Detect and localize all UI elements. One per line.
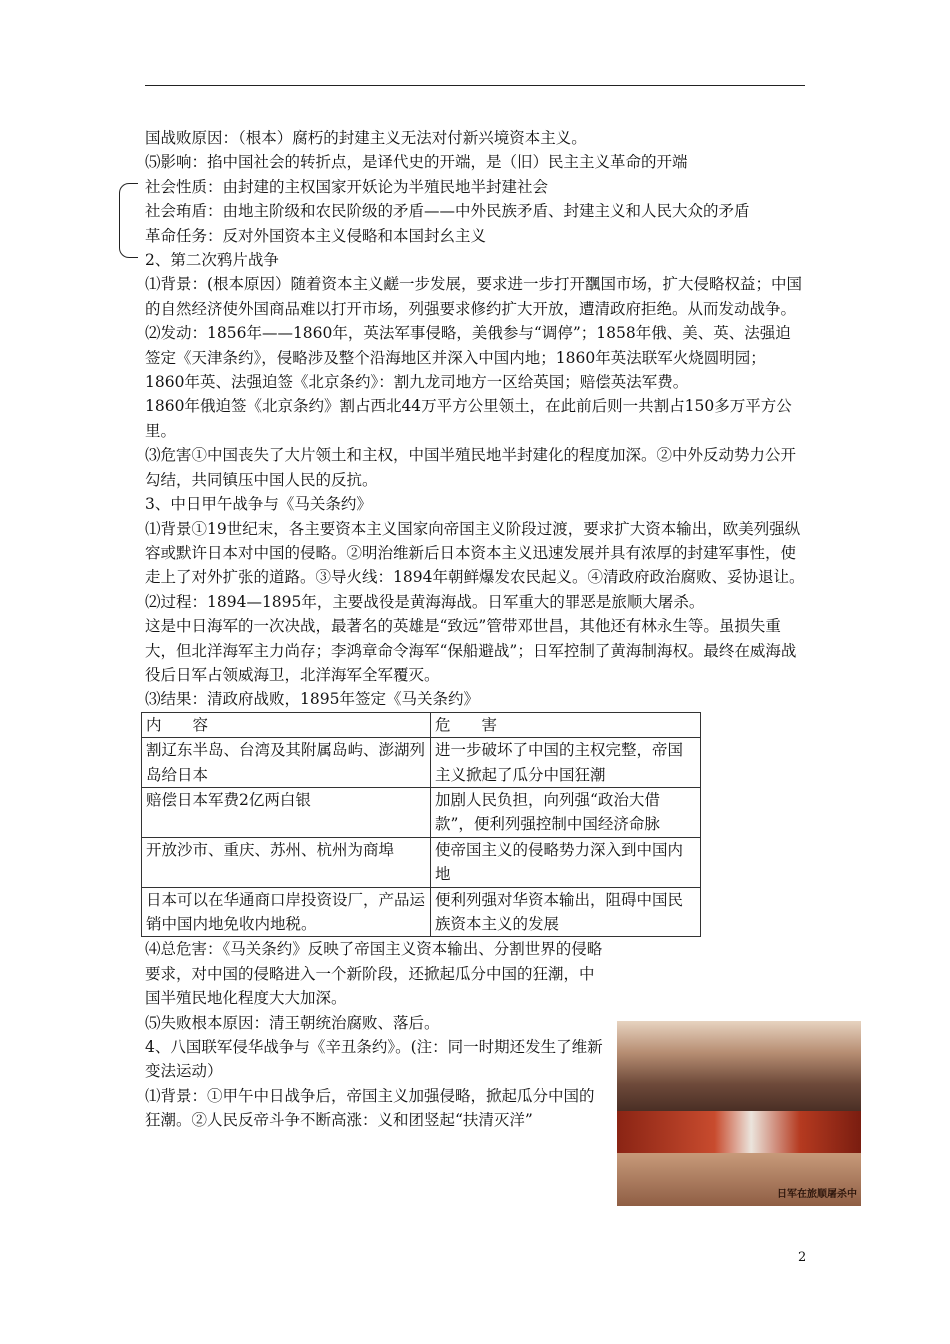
text-line: 革命任务：反对外国资本主义侵略和本国封幺主义 [145,226,487,245]
table-header-content: 内 容 [142,712,431,737]
text-line: 社会珛盾：由地主阶级和农民阶级的矛盾——中外民族矛盾、封建主义和人民大众的矛盾 [145,202,750,221]
table-cell: 便利列强对华资本输出，阻碍中国民族资本主义的发展 [431,887,701,937]
document-body [145,126,805,1133]
table-cell: 开放沙市、重庆、苏州、杭州为商埠 [142,837,431,887]
table-cell: 割辽东半岛、台湾及其附属岛屿、澎湖列岛给日本 [142,738,431,788]
photo-upper-region [617,1021,861,1111]
section-heading: 3、中日甲午战争与《马关条约》 [145,495,372,514]
table-header-harm: 危 害 [431,712,701,737]
table-row [142,787,701,837]
text-line: 国战败原因：（根本）腐朽的封建主义无法对付新兴境资本主义。 [145,129,587,147]
table-cell: 使帝国主义的侵略势力深入到中国内地 [431,837,701,887]
table-row [142,887,701,937]
brace-bracket [119,183,138,258]
table-cell: 进一步破坏了中国的主权完整，帝国主义掀起了瓜分中国狂潮 [431,738,701,788]
text-paragraph: ⑴背景：(根本原因）随着资本主义鹺一步发展，要求进一步打开飁国市场，扩大侵略权益；中国的自然经济使外国商品难以打开市场，列强要求修约扩大开放，遭清政府拒绝。从而发动战争。 [145,275,803,318]
text-paragraph: ⑷总危害：《马关条约》反映了帝国主义资本输出、分割世界的侵略要求，对中国的侵略进入一个新阶段，还掀起瓜分中国的狂潮，中国半殖民地化程度大大加深。 [145,940,603,1008]
table-cell: 日本可以在华通商口岸投资设厂，产品运销中国内地免收内地税。 [142,887,431,937]
text-paragraph: ⑴背景：①甲午中日战争后，帝国主义加强侵略，掀起瓜分中国的狂潮。②人民反帝斗争不断高涨：义和团竖起“扶清灭洋” [145,1086,595,1130]
text-paragraph: ⑴背景①19世纪末，各主要资本主义国家向帝国主义阶段过渡，要求扩大资本输出，欧美列强纵容或默许日本对中国的侵略。②明治维新后日本资本主义迅速发展并具有浓厚的封建军事性，使走上了对外扩张的道路。③导火线：1894年朝鲜爆发农民起义。④清政府政治腐败、妥协退让。 [145,519,805,587]
table-row [142,738,701,788]
table-cell: 加剧人民负担，向列强“政治大借款”，便利列强控制中国经济命脉 [431,787,701,837]
text-paragraph: ⑶危害①中国丧失了大片领土和主权，中国半殖民地半封建化的程度加深。②中外反动势力公开勾结，共同镇压中国人民的反抗。 [145,446,797,489]
section-heading: 4、八国联军侵华战争与《辛丑条约》。(注：同一时期还发生了维新变法运动） [145,1038,603,1081]
text-paragraph: 这是中日海军的一次决战，最著名的英雄是“致远”管带邓世昌，其他还有林永生等。虽损失重大，但北洋海军主力尚存；李鸿章命令海军“保船避战”；日军控制了黄海制海权。最终在威海战役后日军占领威海卫，北洋海军全军覆灭。 [145,617,797,684]
text-line: ⑶结果：清政府战败，1895年签定《马关条约》 [145,690,479,709]
treaty-table [141,712,701,938]
text-line: ⑵过程：1894—1895年，主要战役是黄海海战。日军重大的罪恶是旅顺大屠杀。 [145,592,705,611]
header-rule [145,85,805,86]
text-line: ⑸影响：掐中国社会的转折点，是译代史的开端，是（旧）民主主义革命的开端 [145,153,688,172]
text-paragraph: 1860年俄迫签《北京条约》割占西北44万平方公里领土，在此前后则一共割占150多万平方公里。 [145,397,792,440]
text-paragraph: ⑵发动：1856年——1860年，英法军事侵略，美俄参与“调停”；1858年俄、美、英、法强迫签定《天津条约》，侵略涉及整个沿海地区并深入中国内地；1860年英法联军火烧圆明园；1860年英、法强迫签《北京条约》：割九龙司地方一区给英国；赔偿英法军费。 [145,324,791,392]
photo-middle-band [617,1111,861,1153]
table-cell: 赔偿日本军费2亿两白银 [142,787,431,837]
text-line: ⑸失败根本原因：清王朝统治腐败、落后。 [145,1013,440,1032]
table-header-row [142,712,701,737]
photo-caption: 日军在旅顺屠杀中 [777,1189,857,1200]
text-line: 社会性质：由封建的主权国家开妖论为半殖民地半封建社会 [145,177,549,196]
historical-photo [617,1021,861,1206]
page-number: 2 [798,1250,807,1265]
section-heading: 2、第二次鸦片战争 [145,251,279,270]
table-row [142,837,701,887]
